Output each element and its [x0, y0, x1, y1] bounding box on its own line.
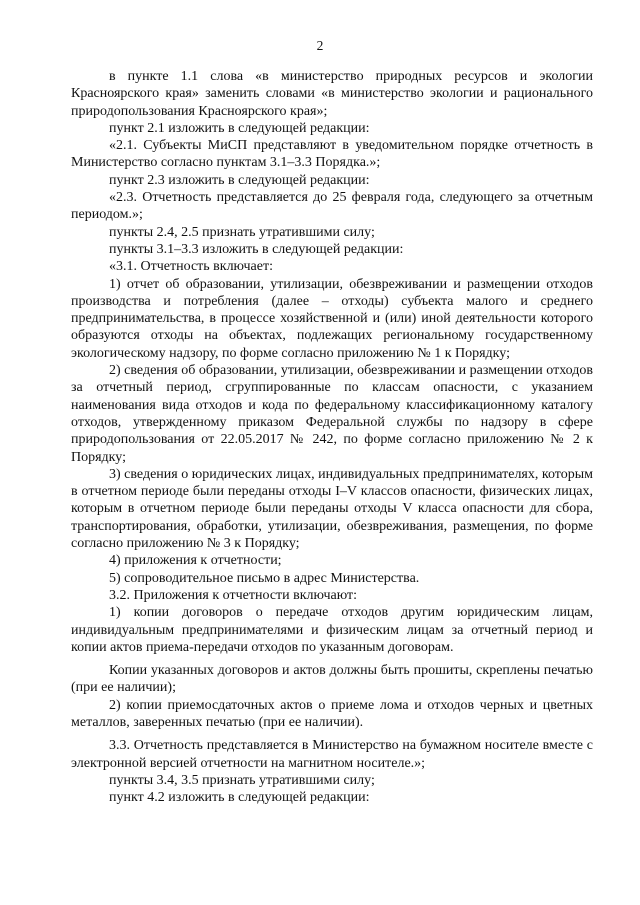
paragraph-2: пункт 2.1 изложить в следующей редакции: [109, 120, 370, 136]
paragraph-11: 3) сведения о юридических лицах, индивидуальных предпринимателях, которым в отчетном периоде были переданы отходы I–V классов опасности, физических лицах, которым в отчетном периоде были переданы отходы V класса опасности для сбора, транспортирования, обработки, утилизации, обезвреживания, размещения, по форме согласно приложению № 3 к Порядку; [71, 466, 593, 552]
paragraph-17: 2) копии приемосдаточных актов о приеме лома и отходов черных и цветных металлов, заверенных печатью (при ее наличии). [71, 697, 593, 730]
paragraph-15: 1) копии договоров о передаче отходов другим юридическим лицам, индивидуальным предпринимателями и физическим лицам за отчетный период и копии актов приема-передачи отходов по указанным договорам. [71, 605, 593, 655]
paragraph-18: 3.3. Отчетность представляется в Министерство на бумажном носителе вместе с электронной версией отчетности на магнитном носителе.»; [71, 738, 593, 771]
paragraph-13: 5) сопроводительное письмо в адрес Министерства. [109, 570, 420, 586]
document-body [71, 68, 593, 806]
paragraph-6: пункты 2.4, 2.5 признать утратившими силу; [109, 224, 375, 240]
paragraph-10: 2) сведения об образовании, утилизации, обезвреживании и размещении отходов за отчетный период, сгруппированные по классам опасности, с указанием наименования вида отходов и кода по федеральному классификационному каталогу отходов, утвержденному приказом Федеральной службы по надзору в сфере природопользования от 22.05.2017 № 242, по форме согласно приложению № 2 к Порядку; [71, 363, 593, 465]
paragraph-3: «2.1. Субъекты МиСП представляют в уведомительном порядке отчетность в Министерство согласно пунктам 3.1–3.3 Порядка.»; [71, 138, 593, 171]
paragraph-9: 1) отчет об образовании, утилизации, обезвреживании и размещении отходов производства и потребления (далее – отходы) субъекта малого и среднего предпринимательства, в процессе хозяйственной и (или) иной деятельности которого образуются отходы на объектах, подлежащих региональному государственному экологическому надзору, по форме согласно приложению № 1 к Порядку; [71, 276, 593, 361]
paragraph-8: «3.1. Отчетность включает: [109, 259, 273, 275]
paragraph-20: пункт 4.2 изложить в следующей редакции: [109, 790, 370, 806]
paragraph-14: 3.2. Приложения к отчетности включают: [109, 587, 358, 603]
page-number: 2 [316, 38, 324, 53]
paragraph-19: пункты 3.4, 3.5 признать утратившими силу; [109, 772, 375, 788]
paragraph-1: в пункте 1.1 слова «в министерство природных ресурсов и экологии Красноярского края» заменить словами «в министерство экологии и рационального природопользования Красноярского края»; [71, 69, 593, 119]
paragraph-5: «2.3. Отчетность представляется до 25 февраля года, следующего за отчетным периодом.»; [71, 190, 593, 223]
paragraph-7: пункты 3.1–3.3 изложить в следующей редакции: [109, 241, 404, 257]
paragraph-12: 4) приложения к отчетности; [109, 553, 282, 569]
paragraph-4: пункт 2.3 изложить в следующей редакции: [109, 172, 370, 188]
paragraph-16: Копии указанных договоров и актов должны быть прошиты, скреплены печатью (при ее наличии); [71, 663, 593, 696]
